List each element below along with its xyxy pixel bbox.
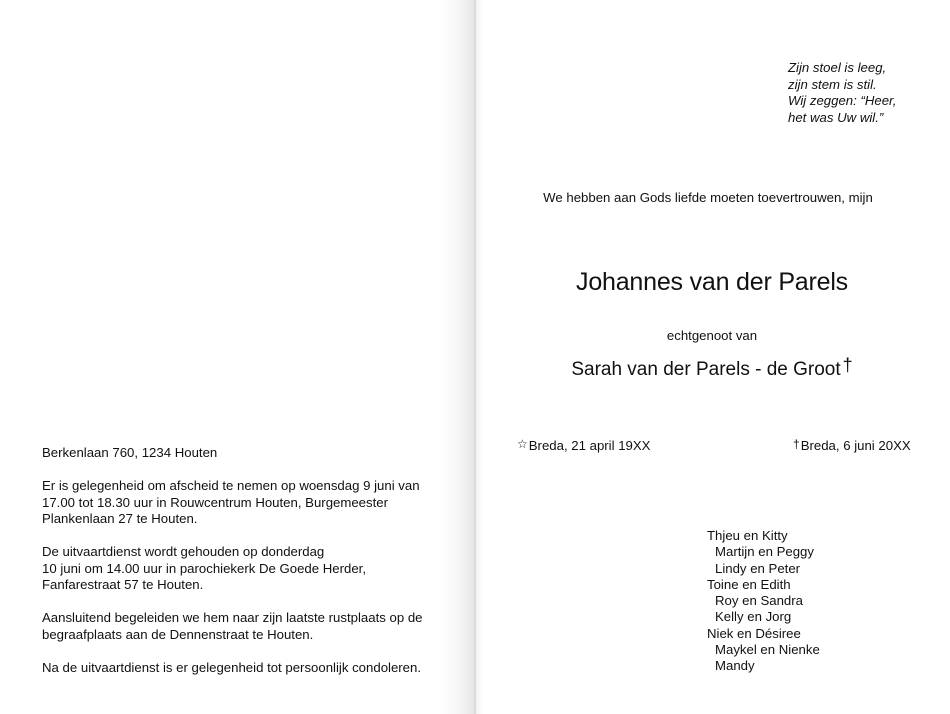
burial-paragraph	[42, 610, 452, 643]
poem-line: Wij zeggen: “Heer,	[788, 93, 897, 108]
poem-line: het was Uw wil.”	[788, 109, 884, 125]
family-member-child: Martijn en Peggy	[715, 544, 814, 560]
burial-line: begraafplaats aan de Dennenstraat te Houten.	[42, 626, 314, 642]
service-line: 10 juni om 14.00 uur in parochiekerk De Goede Herder,	[42, 560, 367, 576]
death-info	[793, 437, 911, 453]
family-list	[707, 528, 820, 675]
family-member-child: Roy en Sandra	[715, 593, 803, 609]
poem-line: zijn stem is stil.	[788, 76, 877, 92]
family-member-child: Mandy	[715, 658, 755, 674]
spouse-label: echtgenoot van	[666, 328, 758, 343]
death-date: Breda, 6 juni 20XX	[800, 438, 911, 453]
farewell-line: Er is gelegenheid om afscheid te nemen op woensdag 9 juni van	[42, 478, 420, 493]
family-member-child: Kelly en Jorg	[715, 609, 792, 625]
condolence-paragraph: Na de uitvaartdienst is er gelegenheid tot persoonlijk condoleren.	[42, 659, 422, 675]
family-member: Niek en Désiree	[707, 625, 801, 641]
service-paragraph	[42, 544, 452, 594]
family-member: Toine en Edith	[707, 576, 791, 592]
farewell-paragraph	[42, 478, 452, 528]
cross-icon: †	[793, 437, 800, 451]
deceased-name: Johannes van der Parels	[576, 268, 848, 296]
poem	[788, 60, 896, 126]
family-member-child: Maykel en Nienke	[715, 642, 820, 658]
birth-date: Breda, 21 april 19XX	[528, 438, 651, 453]
birth-info	[517, 437, 650, 453]
cross-icon: †	[842, 355, 853, 375]
farewell-line: Plankenlaan 27 te Houten.	[42, 511, 198, 526]
poem-line: Zijn stoel is leeg,	[788, 60, 887, 75]
intro-text: We hebben aan Gods liefde moeten toevertrouwen, mijn	[543, 190, 873, 205]
service-line: De uitvaartdienst wordt gehouden op donderdag	[42, 544, 325, 559]
star-icon: ☆	[517, 437, 528, 451]
spouse-name-line	[474, 355, 950, 381]
family-member-child: Lindy en Peter	[715, 560, 801, 576]
service-line: Fanfarestraat 57 te Houten.	[42, 577, 204, 592]
spouse-name: Sarah van der Parels - de Groot	[571, 359, 841, 380]
burial-line: Aansluitend begeleiden we hem naar zijn laatste rustplaats op de	[42, 610, 423, 625]
family-member: Thjeu en Kitty	[707, 528, 788, 543]
address: Berkenlaan 760, 1234 Houten	[42, 445, 218, 460]
left-page-text	[42, 445, 452, 693]
farewell-line: 17.00 tot 18.30 uur in Rouwcentrum Houten, Burgemeester	[42, 494, 389, 510]
